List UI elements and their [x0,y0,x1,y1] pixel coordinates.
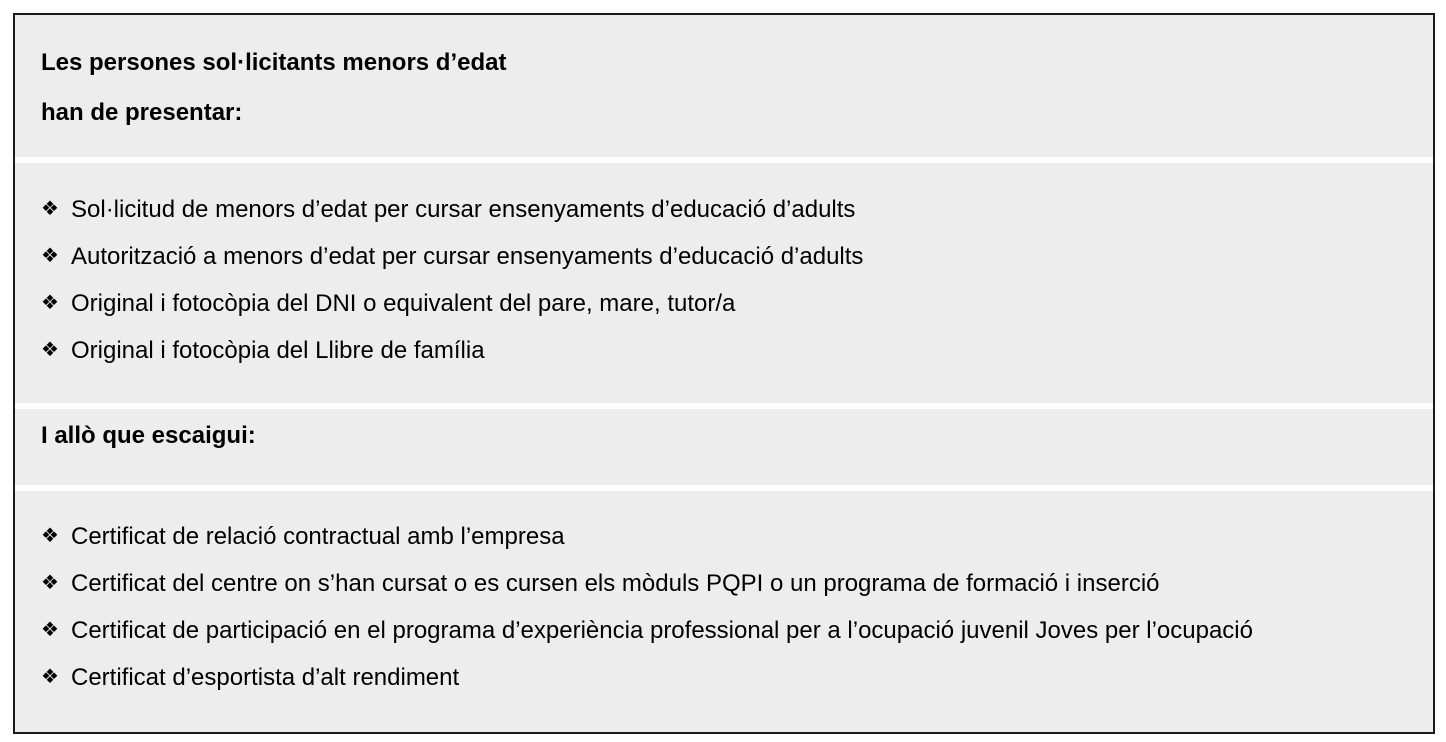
list-item-text: Certificat del centre on s’han cursat o es cursen els mòduls PQPI o un programa de formació i inserció [71,570,1160,597]
list-item [41,186,863,233]
diamond-bullet-icon: ❖ [41,666,59,688]
diamond-bullet-icon: ❖ [41,245,59,267]
list-item-text: Original i fotocòpia del Llibre de família [71,337,485,364]
list-item-text: Certificat d’esportista d’alt rendiment [71,664,460,691]
list-item [41,513,1253,560]
diamond-bullet-icon: ❖ [41,198,59,220]
list-item [41,233,863,280]
list-item-text: Certificat de participació en el programa d’experiència professional per a l’ocupació juvenil Joves per l’ocupació [71,617,1253,644]
list-item [41,607,1253,654]
required-documents-list [41,186,863,374]
list-item-text: Original i fotocòpia del DNI o equivalent del pare, mare, tutor/a [71,290,736,317]
diamond-bullet-icon: ❖ [41,525,59,547]
diamond-bullet-icon: ❖ [41,619,59,641]
diamond-bullet-icon: ❖ [41,339,59,361]
requirements-box [13,13,1435,734]
heading-section-applicable [15,409,1433,485]
optional-documents-list [41,513,1253,701]
section-heading [41,38,506,138]
list-item [41,327,863,374]
list-item-text: Autorització a menors d’edat per cursar ensenyaments d’educació d’adults [71,243,864,270]
list-item-text: Sol·licitud de menors d’edat per cursar ensenyaments d’educació d’adults [71,196,856,223]
list-item [41,280,863,327]
list-item [41,654,1253,701]
section-heading: I allò que escaigui: [41,422,256,449]
diamond-bullet-icon: ❖ [41,292,59,314]
list-item-text: Certificat de relació contractual amb l’empresa [71,523,565,550]
required-documents-section [15,163,1433,403]
list-item [41,560,1253,607]
optional-documents-section [15,491,1433,732]
heading-section-minors [15,15,1433,157]
diamond-bullet-icon: ❖ [41,572,59,594]
heading-line-2: han de presentar: [41,99,243,126]
heading-line-1: Les persones sol·licitants menors d’edat [41,49,507,76]
